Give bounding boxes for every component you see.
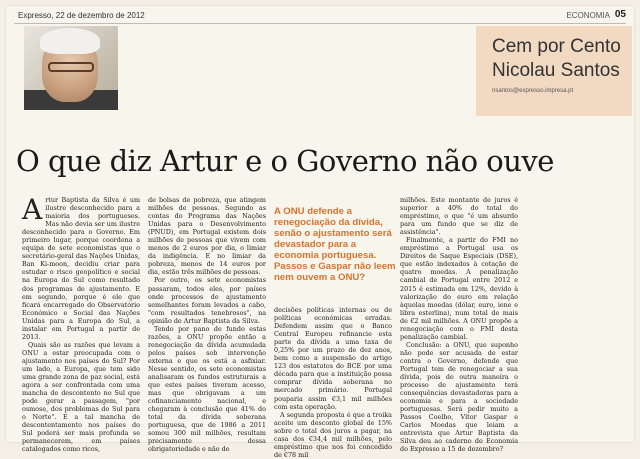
text-column-3 (274, 306, 392, 459)
column-title: Cem por Cento (492, 36, 621, 57)
running-header (14, 9, 626, 24)
paragraph: Finalmente, a partir do FMI no empréstimo a Portugal usa os Direitos de Saque Especiais (DSE), que estão indexados à cotação de quatro moedas. A penalização cambial de Portugal entre 2012 e 2015 é estimada em 12%, devido à valorização do euro em relação àquelas moedas (dólar, euro, iene e libra esterlina), num total de mais de €2 mil milhões. A ONU propõe a renegociação com o FMI desta penalização cambial. (400, 236, 518, 341)
text-column-2 (148, 196, 266, 454)
paragraph: A segunda proposta é que a troika aceite um desconto global de 15% sobre o total dos juros a pagar, na casa dos €34,4 mil milhões, pelo empréstimo que nos foi concedido de €78 mil (274, 410, 392, 459)
paragraph: de bolsas de pobreza, que atingem milhões de pessoas. Segundo as contas do Programa das Nações Unidas para o Desenvolvimento (PNUD), em Portugal existem dois milhões de pessoas que vivem com menos de 2 euros por dia, o limiar da indigência. E no limiar da pobreza, menos de 14 euros por dia, estão três milhões de pessoas. (148, 196, 266, 277)
text-column-1 (22, 193, 140, 454)
page-number: 05 (614, 9, 626, 20)
column-header-box (476, 26, 632, 116)
article-body (18, 193, 630, 459)
paragraph: Tendo por pano de fundo estas razões, a ONU propõe então a renegociação da dívida acumulada pelos países sob intervenção externa e que os está a asfixiar. Nesse sentido, os sete economistas analisaram os fundos estruturais a que estes países tiveram acesso, mas que obrigavam a um cofinanciamento nacional, e chegaram à conclusão que 41% do total da dívida soberana portuguesa, que de 1986 a 2011 somou 300 mil milhões, resultam precisamente dessa obrigatoriedade e não de (148, 324, 266, 454)
paragraph: Conclusão: a ONU, que suponho não pode ser acusada de estar contra o Governo, defende que Portugal tem de renegociar a sua dívida, pois de outra maneira o processo de ajustamento terá consequências devastadoras para a economia e para a sociedade portuguesas. Será pedir muito a Passos Coelho, Vítor Gaspar e Carlos Moedas que leiam a entrevista que Artur Baptista da Silva deu ao caderno de Economia do Expresso a 15 de dezembro? (400, 340, 518, 454)
publication-date: Expresso, 22 de dezembro de 2012 (18, 11, 145, 20)
column-author: Nicolau Santos (492, 60, 620, 81)
pull-quote: A ONU defende a renegociação da dívida, senão o ajustamento será devastador para a economia portuguesa. Passos e Gaspar não leem nem ouvem a ONU? (274, 206, 396, 283)
paragraph: Por outro, os sete economistas passaram, todos eles, por países onde processos de ajustamento semelhantes foram levados a cabo, "com resultados tenebrosos", na opinião de Artur Baptista da Silva. (148, 276, 266, 325)
paragraph: rtur Baptista da Silva é um ilustre desconhecido para a maioria dos portugueses. Mas não devia ser um ilustre desconhecido para o Governo. Em primeiro lugar, porque coordena a equipa de sete economistas que o secretário-geral das Nações Unidas, Ban Ki-moon, decidiu criar para estudar o risco geopolítico e social na Europa do Sul como resultado dos programas de ajustamento. E em segundo, porque é ele que ficará encarregado do Observatório Económico e Social das Nações Unidas para a Europa do Sul, a instalar em Portugal a partir de 2013. (22, 196, 140, 341)
drop-cap: A (22, 193, 43, 226)
author-email: nsantos@expresso.impresa.pt (492, 88, 574, 94)
headline: O que diz Artur e o Governo não ouve (16, 144, 554, 178)
author-photo (24, 26, 118, 104)
text-column-4 (400, 196, 518, 454)
paragraph: milhões. Este montante de juros é superior a 40% do total do empréstimo, o que "é um absurdo para um fundo que se diz de assistência". (400, 196, 518, 237)
paragraph: decisões políticas internas ou de políticas económicas erradas. Defendem assim que o Banco Central Europeu refinancie esta parte da dívida a uma taxa de 0,25% por um prazo de dez anos, bem como a suspensão do artigo 123 dos estatutos do BCE por uma década para que a instituição possa comprar dívida soberana no mercado primário. Portugal pouparia assim €3,1 mil milhões com esta operação. (274, 306, 392, 411)
section-name: ECONOMIA (566, 11, 610, 20)
paragraph: Quais são as razões que levam a ONU a estar preocupada com o ajustamento nos países do Sul? Por um lado, a Europa, que tem sido uma grande zona de paz social, está agora a ser confrontada com uma mancha de descontento no Sul que pode gerar a passagem, "por osmose, dos problemas do Sul para o Norte". E a tal mancha de descontentamento nos países do Sul poderá ser mais profunda se permanecerem, em países catalogados como ricos, (22, 340, 140, 454)
newspaper-page (6, 6, 634, 459)
